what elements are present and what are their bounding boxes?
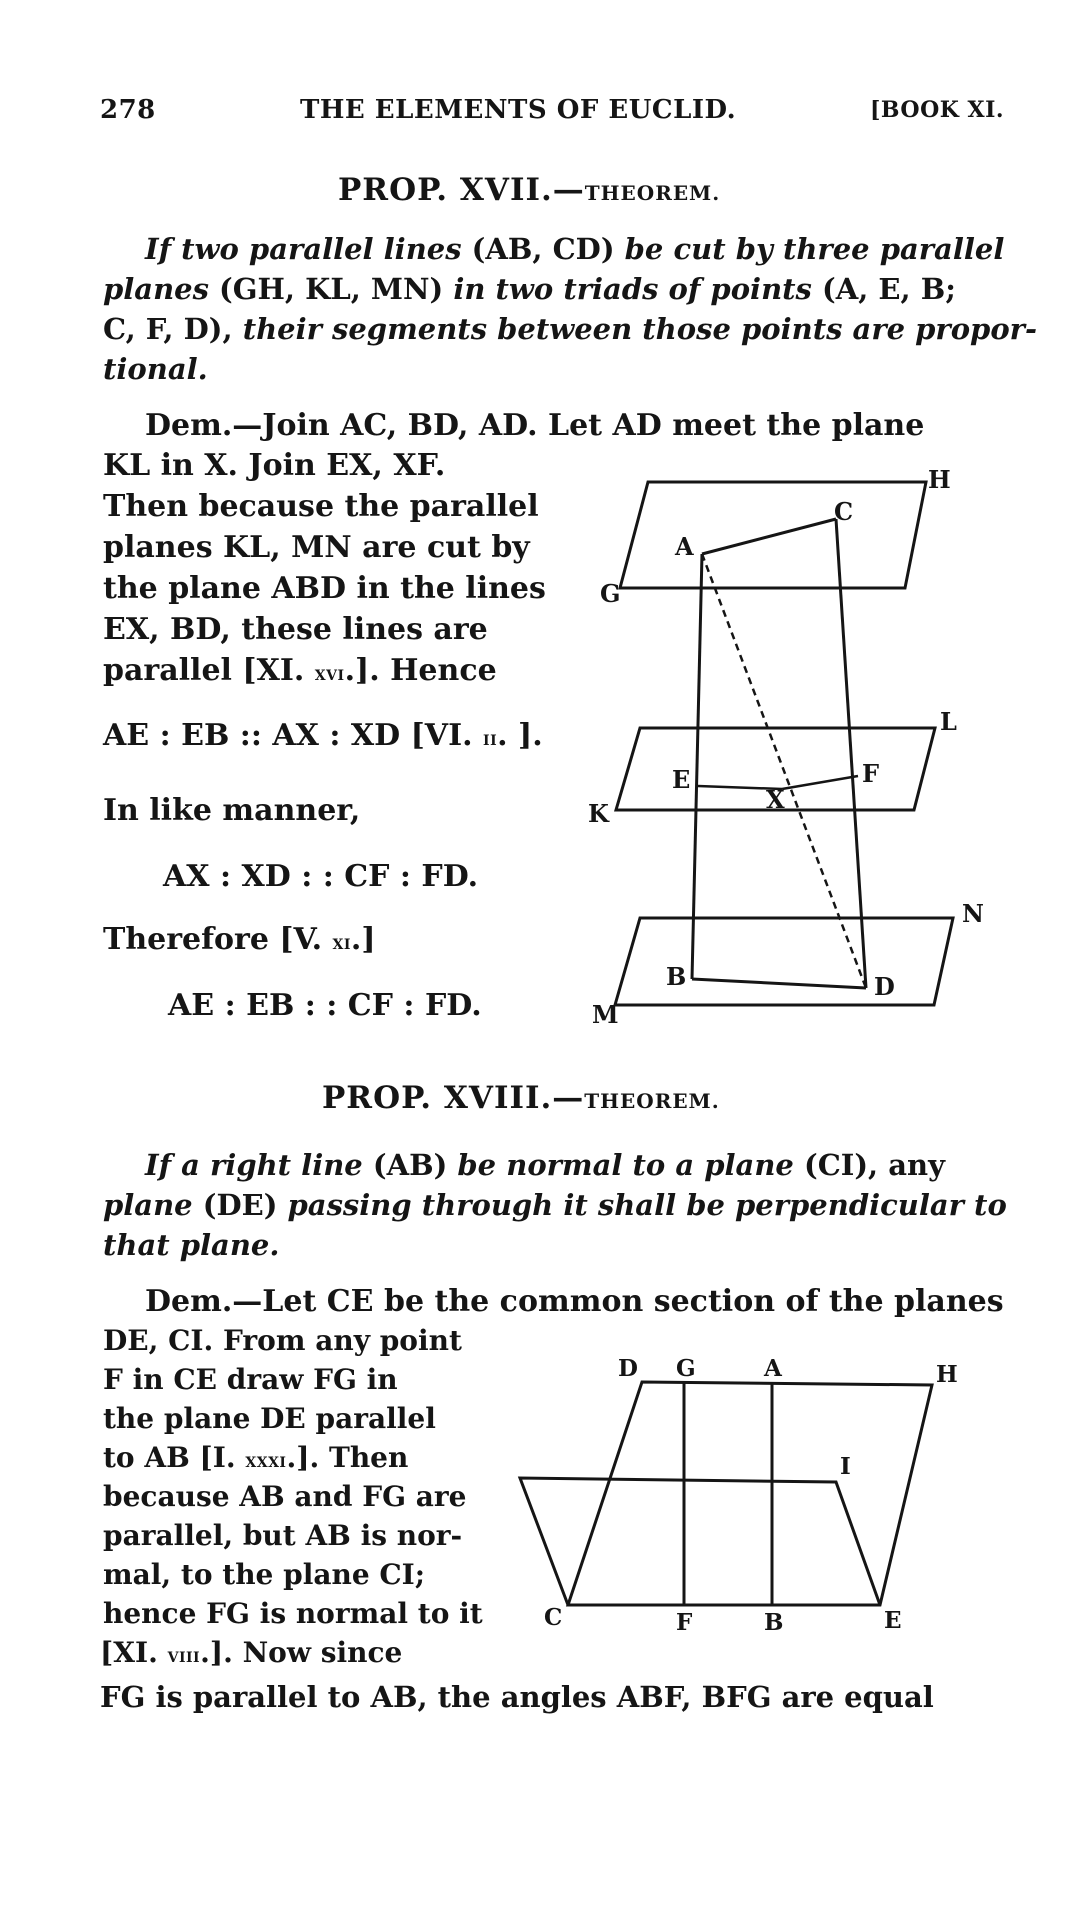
roman-numeral-ref: xvi	[314, 661, 345, 685]
enunciation-roman: C, F, D),	[103, 312, 243, 346]
prop17-enunciation-line-3	[103, 312, 1037, 346]
label-n: N	[962, 899, 984, 928]
prop17-dem-line: Then because the parallel	[103, 489, 539, 524]
enunciation-roman: (DE)	[192, 1188, 288, 1222]
dem-text: —Let CE be the common section of the planes	[232, 1284, 1004, 1319]
plane-de	[568, 1382, 932, 1605]
running-title: THE ELEMENTS OF EUCLID.	[300, 95, 737, 125]
enunciation-italic: passing through it shall be perpendicular to	[287, 1188, 1007, 1222]
prop17-title	[338, 172, 720, 208]
label-e: E	[672, 765, 691, 794]
dem-text: parallel [XI.	[103, 653, 315, 688]
label-f: F	[676, 1609, 693, 1636]
dem-text: —Join AC, BD, AD. Let AD meet the plane	[232, 408, 925, 443]
prop17-dem-line: KL in X. Join EX, XF.	[103, 448, 446, 483]
enunciation-roman: (AB, CD)	[461, 232, 625, 266]
enunciation-roman: (A, E, B;	[811, 272, 956, 306]
prop18-to-ab-line	[103, 1441, 408, 1474]
dem-label: Dem.	[145, 1284, 233, 1319]
label-i: I	[840, 1453, 851, 1480]
label-b: B	[666, 962, 687, 991]
ratio-text: . ].	[497, 718, 543, 753]
enunciation-italic: plane	[103, 1188, 193, 1222]
enunciation-italic: planes	[103, 272, 209, 306]
prop17-ratio-2: AX : XD : : CF : FD.	[163, 859, 479, 894]
enunciation-italic: If a right line	[145, 1148, 363, 1182]
dem-text: Therefore [V.	[103, 922, 333, 957]
segment-bd	[692, 979, 866, 988]
label-f: F	[862, 759, 880, 788]
prop18-enunciation-line-1	[145, 1148, 945, 1182]
dem-text: .]	[350, 922, 376, 957]
roman-numeral-ref: xi	[332, 930, 351, 954]
prop18-dem-line: hence FG is normal to it	[103, 1597, 483, 1630]
dem-text: .]. Then	[286, 1441, 409, 1474]
enunciation-roman: (CI), any	[793, 1148, 945, 1182]
enunciation-italic: in two triads of points	[453, 272, 812, 306]
prop17-dem-line: the plane ABD in the lines	[103, 571, 546, 606]
prop17-figure	[580, 460, 1000, 1030]
label-a: A	[675, 532, 694, 561]
label-k: K	[588, 799, 609, 828]
label-h: H	[928, 465, 951, 494]
label-c: C	[544, 1604, 563, 1631]
page-number: 278	[100, 95, 156, 125]
prop18-dem-line: mal, to the plane CI;	[103, 1558, 426, 1591]
prop17-ratio-1	[103, 718, 543, 753]
prop17-ratio-3: AE : EB : : CF : FD.	[168, 988, 482, 1023]
prop17-dem-first-line	[145, 408, 924, 443]
label-l: L	[940, 707, 957, 736]
prop18-enunciation-line-2	[103, 1188, 1007, 1222]
label-h: H	[936, 1361, 958, 1388]
prop18-title-main: PROP. XVIII.—	[322, 1080, 585, 1116]
enunciation-italic: be normal to a plane	[457, 1148, 794, 1182]
prop18-dem-line: the plane DE parallel	[103, 1402, 436, 1435]
prop18-enunciation-line-3: that plane.	[103, 1228, 280, 1262]
prop18-dem-line: F in CE draw FG in	[103, 1363, 398, 1396]
label-g: G	[600, 579, 621, 608]
prop18-dem-line: DE, CI. From any point	[103, 1324, 462, 1357]
label-d: D	[618, 1355, 638, 1382]
prop17-enunciation-line-1	[145, 232, 1004, 266]
label-b: B	[764, 1609, 784, 1636]
label-d: D	[874, 972, 895, 1001]
label-g: G	[676, 1355, 696, 1382]
enunciation-roman: (GH, KL, MN)	[208, 272, 454, 306]
roman-numeral-ref: ii	[483, 726, 498, 750]
segment-ac	[702, 519, 836, 554]
book-reference: [BOOK XI.	[870, 97, 1005, 123]
prop18-title	[322, 1080, 720, 1116]
enunciation-italic: If two parallel lines	[145, 232, 462, 266]
prop17-title-theorem: THEOREM.	[584, 181, 721, 205]
label-x: X	[766, 785, 785, 814]
roman-numeral-ref: viii	[167, 1643, 201, 1667]
ratio-text: AE : EB :: AX : XD [VI.	[103, 718, 484, 753]
prop17-dem-line: planes KL, MN are cut by	[103, 530, 530, 565]
enunciation-italic: be cut by three parallel	[624, 232, 1005, 266]
prop17-dem-line: EX, BD, these lines are	[103, 612, 488, 647]
prop18-dem-line: parallel, but AB is nor-	[103, 1519, 463, 1552]
dem-text: .]. Now since	[200, 1636, 403, 1669]
label-c: C	[834, 497, 854, 526]
dem-label: Dem.	[145, 408, 233, 443]
prop18-title-theorem: THEOREM.	[584, 1089, 720, 1113]
prop17-dem-parallel-line	[103, 653, 497, 688]
prop18-last-line: FG is parallel to AB, the angles ABF, BFG are equal	[100, 1680, 934, 1714]
prop17-enunciation-line-2	[103, 272, 956, 306]
roman-numeral-ref: xxxi	[245, 1448, 287, 1472]
enunciation-italic: their segments between those points are propor-	[242, 312, 1037, 346]
dem-text: to AB [I.	[103, 1441, 246, 1474]
prop17-therefore	[103, 922, 376, 957]
enunciation-roman: (AB)	[362, 1148, 458, 1182]
prop18-dem-line: because AB and FG are	[103, 1480, 467, 1513]
dem-text: .]. Hence	[344, 653, 497, 688]
label-e: E	[884, 1607, 902, 1634]
prop17-enunciation-line-4: tional.	[103, 352, 208, 386]
prop17-title-main: PROP. XVII.—	[338, 172, 585, 208]
line-ab	[692, 554, 702, 979]
prop18-figure	[510, 1340, 1010, 1640]
label-a: A	[764, 1355, 782, 1382]
prop18-dem-first-line	[145, 1284, 1004, 1319]
segment-xf	[782, 776, 858, 789]
prop17-like-manner: In like manner,	[103, 793, 361, 828]
prop18-xi-line	[100, 1636, 402, 1669]
label-m: M	[592, 1000, 619, 1029]
dem-text: [XI.	[100, 1636, 168, 1669]
